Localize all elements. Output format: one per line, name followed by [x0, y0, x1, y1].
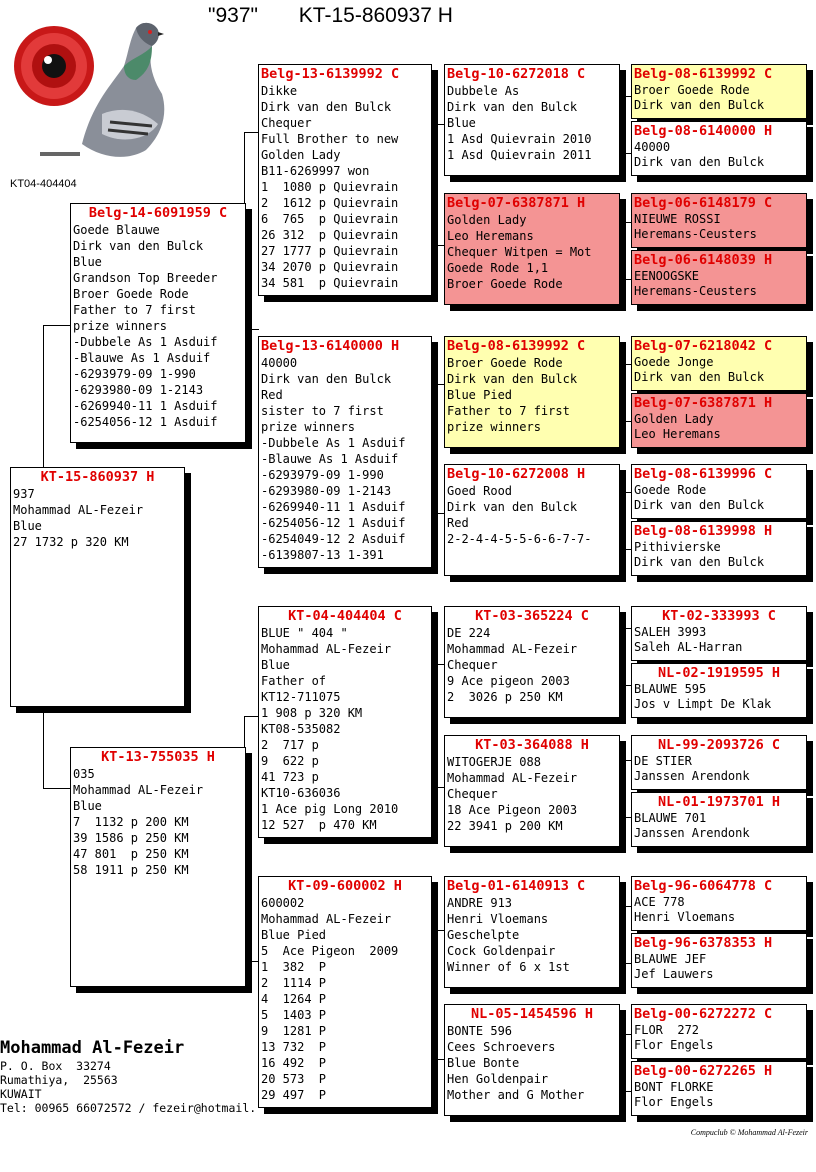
pigeon-name: Golden Lady [447, 213, 527, 227]
pigeon-name: Pithivierske [634, 540, 721, 554]
pigeon-info-line: -6293980-09 1-2143 [73, 383, 204, 397]
ring-number: NL-99-2093726 C [658, 737, 780, 753]
pigeon-info-line: 16 492 P [261, 1056, 327, 1070]
ring-number: NL-02-1919595 H [658, 665, 780, 681]
pigeon-name: SALEH 3993 [634, 625, 707, 639]
pigeon-info-line: Blue [13, 519, 42, 533]
pigeon-info-line: -Blauwe As 1 Asduif [73, 351, 211, 365]
pigeon-info-line: prize winners [73, 319, 167, 333]
connector [244, 716, 259, 962]
ring-number: Belg-10-6272018 C [447, 66, 586, 82]
pigeon-info-line: 5 Ace Pigeon 2009 [261, 944, 399, 958]
pigeon-info-line: Red [447, 516, 469, 530]
pigeon-info-line: 1 908 p 320 KM [261, 706, 363, 720]
pigeon-info-line: Janssen Arendonk [634, 825, 750, 840]
pigeon-name: EENOOGSKE [634, 269, 700, 283]
pigeon-card-dam-dam[interactable] [258, 876, 432, 1108]
pigeon-info-line: 27 1777 p Quievrain [261, 244, 399, 258]
pigeon-info-line: Dirk van den Bulck [73, 239, 204, 253]
pigeon-name: Broer Goede Rode [447, 356, 563, 370]
pigeon-info-line: 2-2-4-4-5-5-6-6-7-7- [447, 532, 592, 546]
pigeon-name: FLOR 272 [634, 1023, 700, 1037]
pigeon-info-line: Dirk van den Bulck [261, 100, 392, 114]
pigeon-info-line: -Dubbele As 1 Asduif [261, 436, 406, 450]
ring-number: Belg-06-6148039 H [634, 252, 773, 268]
pigeon-card-g7[interactable] [631, 464, 807, 519]
ring-number: Belg-08-6140000 H [634, 123, 773, 139]
pigeon-name: ACE 778 [634, 895, 685, 909]
pigeon-info-line: Chequer [261, 116, 312, 130]
pigeon-info-line: Golden Lady [261, 148, 341, 162]
ring-number: Belg-14-6091959 C [88, 205, 228, 221]
pigeon-card-g14[interactable] [631, 933, 807, 988]
pigeon-ring-title: KT-15-860937 H [298, 4, 453, 27]
pigeon-name: 937 [13, 487, 35, 501]
pigeon-card-dsd[interactable] [444, 735, 620, 847]
ring-number: KT-09-600002 H [288, 878, 402, 894]
pigeon-info-line: -6139807-13 1-391 [261, 548, 384, 562]
ring-number: Belg-08-6139992 C [634, 66, 773, 82]
pigeon-info-line: prize winners [447, 420, 541, 434]
pigeon-name: Dikke [261, 84, 298, 98]
pigeon-name: Dubbele As [447, 84, 520, 98]
pigeon-name: BLAUWE 595 [634, 682, 707, 696]
pigeon-name: 40000 [261, 356, 298, 370]
ring-number: NL-05-1454596 H [471, 1006, 593, 1022]
pigeon-info-line: -6254049-12 2 Asduif [261, 532, 406, 546]
pigeon-name: DE 224 [447, 626, 491, 640]
pigeon-info-line: Blue Pied [447, 388, 513, 402]
pigeon-card-ssd[interactable] [444, 193, 620, 305]
pigeon-info-line: Flor Engels [634, 1037, 714, 1052]
pigeon-info-line: KT12-711075 [261, 690, 341, 704]
pigeon-info-line: Blue [73, 255, 102, 269]
pigeon-info-line: -6254056-12 1 Asduif [73, 415, 218, 429]
pigeon-info-line: 26 312 p Quievrain [261, 228, 399, 242]
pigeon-info-line: Heremans-Ceusters [634, 226, 757, 241]
connector [244, 132, 259, 330]
pigeon-card-g11[interactable] [631, 735, 807, 790]
pigeon-info-line: Mohammad AL-Fezeir [447, 771, 578, 785]
pigeon-info-line: Red [261, 388, 283, 402]
pigeon-info-line: Father to 7 first [447, 404, 570, 418]
pigeon-info-line: Flor Engels [634, 1094, 714, 1109]
pigeon-name: Golden Lady [634, 412, 714, 426]
pigeon-card-dds[interactable] [444, 876, 620, 988]
pigeon-name: 40000 [634, 140, 671, 154]
ring-number: Belg-07-6387871 H [447, 195, 586, 211]
pigeon-info-line: 9 Ace pigeon 2003 [447, 674, 570, 688]
pigeon-info-line: 27 1732 p 320 KM [13, 535, 129, 549]
pedigree-header [208, 4, 453, 28]
pigeon-info-line: Dirk van den Bulck [261, 372, 392, 386]
pigeon-info-line: 1 Ace pig Long 2010 [261, 802, 399, 816]
pigeon-info-line: Blue [261, 658, 290, 672]
pigeon-info-line: -6293979-09 1-990 [73, 367, 196, 381]
pigeon-name: NIEUWE ROSSI [634, 212, 721, 226]
pigeon-info-line: -6293979-09 1-990 [261, 468, 384, 482]
pigeon-info-line: -6269940-11 1 Asduif [261, 500, 406, 514]
pigeon-card-sss[interactable] [444, 64, 620, 176]
pigeon-info-line: 34 2070 p Quievrain [261, 260, 399, 274]
pigeon-info-line: KT10-636036 [261, 786, 341, 800]
pigeon-card-dss[interactable] [444, 606, 620, 718]
ring-number: Belg-13-6140000 H [261, 338, 400, 354]
pigeon-name: DE STIER [634, 754, 692, 768]
ring-number: KT-03-365224 C [475, 608, 589, 624]
pigeon-name: Goede Blauwe [73, 223, 160, 237]
pigeon-info-line: Goede Rode 1,1 [447, 261, 549, 275]
pigeon-info-line: Dirk van den Bulck [447, 500, 578, 514]
pigeon-info-line: 34 581 p Quievrain [261, 276, 399, 290]
pigeon-info-line: Saleh AL-Harran [634, 639, 743, 654]
pigeon-info-line: Mohammad AL-Fezeir [447, 642, 578, 656]
pigeon-info-line: sister to 7 first [261, 404, 384, 418]
software-credit: Compuclub © Mohammad Al-Fezeir [690, 1128, 808, 1137]
ring-number: Belg-00-6272265 H [634, 1063, 773, 1079]
pigeon-name: Goede Rode [634, 483, 707, 497]
pigeon-info-line: Jef Lauwers [634, 966, 714, 981]
pigeon-info-line: Broer Goede Rode [73, 287, 189, 301]
pigeon-card-ddd[interactable] [444, 1004, 620, 1116]
pigeon-name: Broer Goede Rode [634, 83, 750, 97]
pigeon-info-line: 9 622 p [261, 754, 319, 768]
logo-ring-label: KT04-404404 [10, 178, 77, 190]
pigeon-info-line: Cees Schroevers [447, 1040, 556, 1054]
pigeon-info-line: 13 732 P [261, 1040, 327, 1054]
pigeon-name: Goed Rood [447, 484, 513, 498]
pigeon-info-line: 20 573 P [261, 1072, 327, 1086]
pigeon-info-line: Chequer Witpen = Mot [447, 245, 592, 259]
pigeon-info-line: Dirk van den Bulck [634, 97, 765, 112]
pigeon-info-line: 1 Asd Quievrain 2010 [447, 132, 592, 146]
ring-number: Belg-01-6140913 C [447, 878, 586, 894]
pigeon-name: BLAUWE JEF [634, 952, 707, 966]
pigeon-info-line: 1 1080 p Quievrain [261, 180, 399, 194]
pigeon-info-line: Dirk van den Bulck [634, 369, 765, 384]
pigeon-info-line: 12 527 p 470 KM [261, 818, 377, 832]
pigeon-info-line: 5 1403 P [261, 1008, 327, 1022]
pigeon-info-line: Dirk van den Bulck [447, 372, 578, 386]
ring-number: KT-03-364088 H [475, 737, 589, 753]
pigeon-info-line: Chequer [447, 658, 498, 672]
owner-address-line: KUWAIT [0, 1087, 42, 1101]
pigeon-info-line: 6 765 p Quievrain [261, 212, 399, 226]
pigeon-card-dam[interactable] [70, 747, 246, 987]
pigeon-info-line: Blue [447, 116, 476, 130]
pigeon-info-line: 9 1281 P [261, 1024, 327, 1038]
pigeon-info-line: Blue Pied [261, 928, 327, 942]
ring-number: KT-13-755035 H [101, 749, 215, 765]
ring-number: Belg-00-6272272 C [634, 1006, 773, 1022]
pigeon-info-line: B11-6269997 won [261, 164, 370, 178]
pigeon-info-line: Dirk van den Bulck [634, 154, 765, 169]
pigeon-info-line: Dirk van den Bulck [634, 554, 765, 569]
pigeon-card-g3[interactable] [631, 193, 807, 248]
pigeon-info-line: Father to 7 first [73, 303, 196, 317]
pigeon-info-line: Father of [261, 674, 327, 688]
pigeon-info-line: 18 Ace Pigeon 2003 [447, 803, 578, 817]
pigeon-card-g12[interactable] [631, 792, 807, 847]
pigeon-card-g9[interactable] [631, 606, 807, 661]
pigeon-info-line: -6254056-12 1 Asduif [261, 516, 406, 530]
pigeon-card-g13[interactable] [631, 876, 807, 931]
pigeon-info-line: Grandson Top Breeder [73, 271, 218, 285]
ring-number: Belg-07-6387871 H [634, 395, 773, 411]
pigeon-info-line: Chequer [447, 787, 498, 801]
pigeon-eye-logo [12, 14, 172, 164]
pigeon-info-line: 1 Asd Quievrain 2011 [447, 148, 592, 162]
pigeon-info-line: Winner of 6 x 1st [447, 960, 570, 974]
pigeon-name: ANDRE 913 [447, 896, 513, 910]
pigeon-info-line: Mother and G Mother [447, 1088, 585, 1102]
pigeon-info-line: Mohammad AL-Fezeir [73, 783, 204, 797]
owner-info [0, 1037, 256, 1115]
connector [43, 707, 71, 789]
pigeon-info-line: 58 1911 p 250 KM [73, 863, 189, 877]
pigeon-card-g5[interactable] [631, 336, 807, 391]
ring-number: Belg-08-6139996 C [634, 466, 773, 482]
pigeon-info-line: Henri Vloemans [447, 912, 549, 926]
ring-number: Belg-08-6139998 H [634, 523, 773, 539]
pigeon-info-line: KT08-535082 [261, 722, 341, 736]
pigeon-card-g16[interactable] [631, 1061, 807, 1116]
owner-address-line: P. O. Box 33274 [0, 1059, 111, 1073]
pigeon-info-line: Hen Goldenpair [447, 1072, 549, 1086]
pigeon-info-line: Blue Bonte [447, 1056, 520, 1070]
pigeon-info-line: prize winners [261, 420, 355, 434]
pigeon-card-g4[interactable] [631, 250, 807, 305]
pigeon-info-line: 2 1612 p Quievrain [261, 196, 399, 210]
pigeon-card-sire-dam[interactable] [258, 336, 432, 568]
pigeon-card-sdd[interactable] [444, 464, 620, 576]
pigeon-info-line: Full Brother to new [261, 132, 399, 146]
pigeon-info-line: 39 1586 p 250 KM [73, 831, 189, 845]
pigeon-card-sire-sire[interactable] [258, 64, 432, 296]
pigeon-info-line: Mohammad AL-Fezeir [261, 912, 392, 926]
pigeon-info-line: -6269940-11 1 Asduif [73, 399, 218, 413]
pigeon-info-line: 1 382 P [261, 960, 327, 974]
ring-number: Belg-96-6378353 H [634, 935, 773, 951]
pigeon-info-line: 2 717 p [261, 738, 319, 752]
pigeon-info-line: Dirk van den Bulck [634, 497, 765, 512]
pigeon-info-line: -Dubbele As 1 Asduif [73, 335, 218, 349]
pigeon-info-line: Jos v Limpt De Klak [634, 696, 772, 711]
ring-number: NL-01-1973701 H [658, 794, 780, 810]
ring-number: Belg-10-6272008 H [447, 466, 586, 482]
pigeon-info-line: 47 801 p 250 KM [73, 847, 189, 861]
pigeon-card-g6[interactable] [631, 393, 807, 448]
pigeon-info-line: Cock Goldenpair [447, 944, 556, 958]
ring-number: Belg-08-6139992 C [447, 338, 586, 354]
pigeon-name: Goede Jonge [634, 355, 714, 369]
pigeon-card-subject[interactable] [10, 467, 185, 707]
pigeon-info-line: Mohammad AL-Fezeir [261, 642, 392, 656]
pigeon-card-sire[interactable] [70, 203, 246, 443]
pigeon-card-dam-sire[interactable] [258, 606, 432, 838]
pigeon-info-line: 2 1114 P [261, 976, 327, 990]
owner-contact-line: Tel: 00965 66072572 / fezeir@hotmail. [0, 1101, 257, 1115]
pigeon-info-line: 22 3941 p 200 KM [447, 819, 563, 833]
pigeon-info-line: Leo Heremans [634, 426, 721, 441]
owner-address-line: Rumathiya, 25563 [0, 1073, 118, 1087]
pigeon-name: BLAUWE 701 [634, 811, 707, 825]
ring-number: Belg-13-6139992 C [261, 66, 400, 82]
ring-number: KT-04-404404 C [288, 608, 402, 624]
pigeon-name: 600002 [261, 896, 305, 910]
pigeon-info-line: 29 497 P [261, 1088, 327, 1102]
pigeon-name-title: "937" [208, 4, 258, 27]
pigeon-info-line: Dirk van den Bulck [447, 100, 578, 114]
pigeon-info-line: 4 1264 P [261, 992, 327, 1006]
connector [43, 325, 71, 468]
pigeon-info-line: 2 3026 p 250 KM [447, 690, 563, 704]
pigeon-info-line: Heremans-Ceusters [634, 283, 757, 298]
pigeon-info-line: Mohammad AL-Fezeir [13, 503, 144, 517]
pigeon-card-g2[interactable] [631, 121, 807, 176]
pigeon-info-line: Geschelpte [447, 928, 520, 942]
pigeon-name: BONT FLORKE [634, 1080, 714, 1094]
pigeon-info-line: 41 723 p [261, 770, 319, 784]
ring-number: KT-02-333993 C [662, 608, 776, 624]
pigeon-name: WITOGERJE 088 [447, 755, 541, 769]
pigeon-card-g15[interactable] [631, 1004, 807, 1059]
pigeon-info-line: -Blauwe As 1 Asduif [261, 452, 399, 466]
pigeon-name: 035 [73, 767, 95, 781]
ring-number: KT-15-860937 H [40, 469, 155, 485]
pigeon-name: BLUE " 404 " [261, 626, 348, 640]
ring-number: Belg-96-6064778 C [634, 878, 773, 894]
pigeon-info-line: Broer Goede Rode [447, 277, 563, 291]
ring-number: Belg-07-6218042 C [634, 338, 773, 354]
ring-number: Belg-06-6148179 C [634, 195, 773, 211]
pigeon-info-line: Janssen Arendonk [634, 768, 750, 783]
pigeon-info-line: -6293980-09 1-2143 [261, 484, 392, 498]
pigeon-card-g8[interactable] [631, 521, 807, 576]
pigeon-info-line: Henri Vloemans [634, 909, 736, 924]
pigeon-info-line: 7 1132 p 200 KM [73, 815, 189, 829]
pigeon-card-g1[interactable] [631, 64, 807, 119]
owner-name: Mohammad Al-Fezeir [0, 1038, 185, 1058]
pigeon-info-line: Blue [73, 799, 102, 813]
pigeon-card-g10[interactable] [631, 663, 807, 718]
pigeon-info-line: Leo Heremans [447, 229, 534, 243]
pigeon-name: BONTE 596 [447, 1024, 513, 1038]
pigeon-card-sds[interactable] [444, 336, 620, 448]
